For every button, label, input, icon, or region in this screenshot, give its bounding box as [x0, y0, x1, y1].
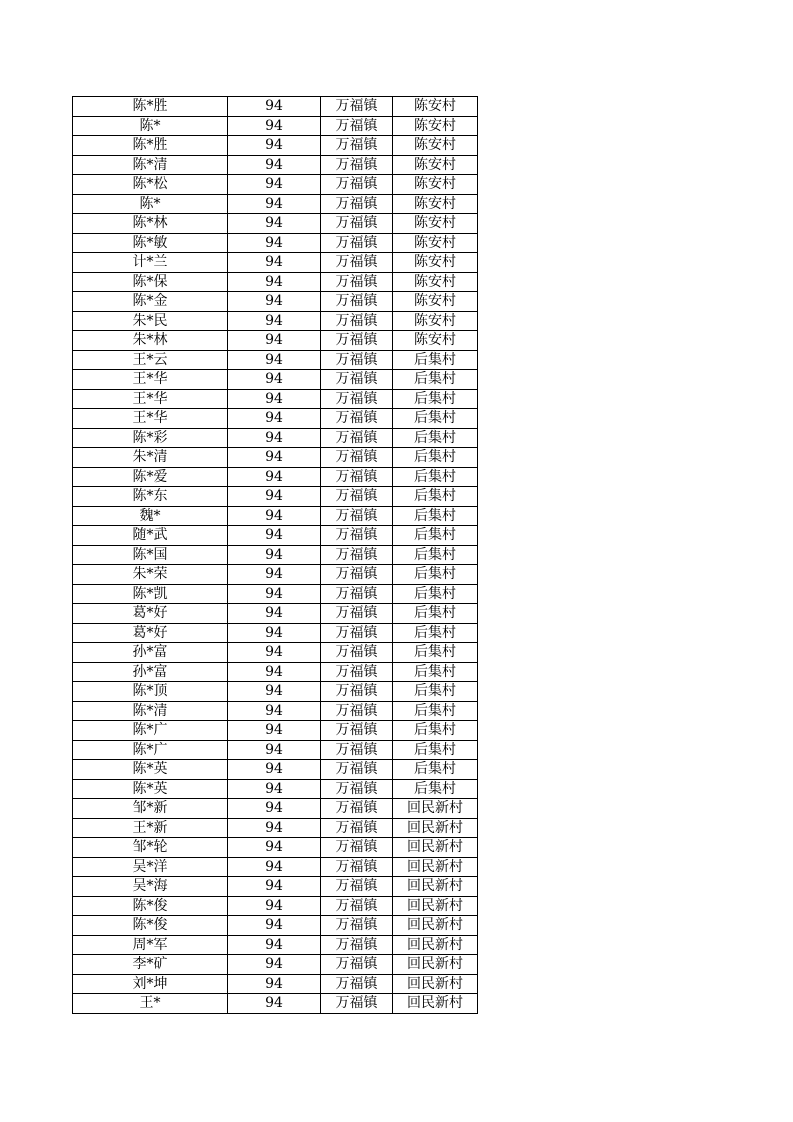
name-cell: 魏* [73, 506, 228, 526]
name-cell: 孙*富 [73, 662, 228, 682]
name-cell: 陈*敏 [73, 233, 228, 253]
score-cell: 94 [228, 760, 321, 780]
village-cell: 陈安村 [393, 175, 478, 195]
score-cell: 94 [228, 448, 321, 468]
table-row [73, 214, 478, 234]
score-cell: 94 [228, 721, 321, 741]
village-cell: 陈安村 [393, 311, 478, 331]
village-cell: 后集村 [393, 643, 478, 663]
score-cell: 94 [228, 136, 321, 156]
name-cell: 陈*胜 [73, 97, 228, 117]
town-cell: 万福镇 [321, 194, 393, 214]
town-cell: 万福镇 [321, 643, 393, 663]
town-cell: 万福镇 [321, 487, 393, 507]
table-row [73, 350, 478, 370]
name-cell: 陈*清 [73, 701, 228, 721]
name-cell: 陈* [73, 116, 228, 136]
score-cell: 94 [228, 662, 321, 682]
village-cell: 陈安村 [393, 292, 478, 312]
town-cell: 万福镇 [321, 955, 393, 975]
village-cell: 回民新村 [393, 838, 478, 858]
score-cell: 94 [228, 838, 321, 858]
score-cell: 94 [228, 409, 321, 429]
town-cell: 万福镇 [321, 740, 393, 760]
name-cell: 随*武 [73, 526, 228, 546]
town-cell: 万福镇 [321, 389, 393, 409]
table-row [73, 331, 478, 351]
table-row [73, 155, 478, 175]
name-cell: 陈*保 [73, 272, 228, 292]
name-cell: 陈*彩 [73, 428, 228, 448]
score-cell: 94 [228, 116, 321, 136]
score-cell: 94 [228, 272, 321, 292]
town-cell: 万福镇 [321, 935, 393, 955]
score-cell: 94 [228, 253, 321, 273]
name-cell: 陈*胜 [73, 136, 228, 156]
name-cell: 李*矿 [73, 955, 228, 975]
name-cell: 陈*金 [73, 292, 228, 312]
name-cell: 陈*俊 [73, 896, 228, 916]
score-cell: 94 [228, 370, 321, 390]
records-table-body [73, 97, 478, 1014]
village-cell: 陈安村 [393, 214, 478, 234]
score-cell: 94 [228, 877, 321, 897]
village-cell: 陈安村 [393, 97, 478, 117]
town-cell: 万福镇 [321, 799, 393, 819]
records-table [72, 96, 478, 1014]
score-cell: 94 [228, 428, 321, 448]
table-row [73, 448, 478, 468]
name-cell: 葛*好 [73, 623, 228, 643]
name-cell: 计*兰 [73, 253, 228, 273]
table-row [73, 370, 478, 390]
village-cell: 后集村 [393, 545, 478, 565]
village-cell: 后集村 [393, 370, 478, 390]
score-cell: 94 [228, 97, 321, 117]
table-row [73, 896, 478, 916]
score-cell: 94 [228, 623, 321, 643]
table-row [73, 194, 478, 214]
town-cell: 万福镇 [321, 896, 393, 916]
town-cell: 万福镇 [321, 467, 393, 487]
village-cell: 后集村 [393, 467, 478, 487]
table-row [73, 253, 478, 273]
score-cell: 94 [228, 955, 321, 975]
name-cell: 王*华 [73, 389, 228, 409]
town-cell: 万福镇 [321, 272, 393, 292]
name-cell: 王*华 [73, 370, 228, 390]
name-cell: 陈*英 [73, 760, 228, 780]
village-cell: 后集村 [393, 448, 478, 468]
table-row [73, 740, 478, 760]
table-row [73, 545, 478, 565]
score-cell: 94 [228, 974, 321, 994]
name-cell: 陈* [73, 194, 228, 214]
name-cell: 邹*新 [73, 799, 228, 819]
village-cell: 回民新村 [393, 916, 478, 936]
village-cell: 陈安村 [393, 272, 478, 292]
table-row [73, 779, 478, 799]
table-row [73, 935, 478, 955]
village-cell: 陈安村 [393, 233, 478, 253]
village-cell: 后集村 [393, 604, 478, 624]
name-cell: 陈*爱 [73, 467, 228, 487]
table-row [73, 584, 478, 604]
score-cell: 94 [228, 584, 321, 604]
name-cell: 陈*林 [73, 214, 228, 234]
name-cell: 朱*荣 [73, 565, 228, 585]
village-cell: 陈安村 [393, 331, 478, 351]
name-cell: 陈*俊 [73, 916, 228, 936]
score-cell: 94 [228, 682, 321, 702]
village-cell: 回民新村 [393, 877, 478, 897]
score-cell: 94 [228, 545, 321, 565]
village-cell: 后集村 [393, 701, 478, 721]
name-cell: 吴*洋 [73, 857, 228, 877]
village-cell: 后集村 [393, 526, 478, 546]
table-row [73, 272, 478, 292]
name-cell: 王*新 [73, 818, 228, 838]
village-cell: 后集村 [393, 428, 478, 448]
score-cell: 94 [228, 857, 321, 877]
town-cell: 万福镇 [321, 818, 393, 838]
table-row [73, 97, 478, 117]
table-row [73, 994, 478, 1014]
table-row [73, 623, 478, 643]
village-cell: 后集村 [393, 623, 478, 643]
town-cell: 万福镇 [321, 253, 393, 273]
town-cell: 万福镇 [321, 448, 393, 468]
score-cell: 94 [228, 565, 321, 585]
name-cell: 陈*国 [73, 545, 228, 565]
score-cell: 94 [228, 214, 321, 234]
table-row [73, 662, 478, 682]
name-cell: 吴*海 [73, 877, 228, 897]
village-cell: 后集村 [393, 584, 478, 604]
town-cell: 万福镇 [321, 292, 393, 312]
score-cell: 94 [228, 701, 321, 721]
score-cell: 94 [228, 467, 321, 487]
name-cell: 孙*富 [73, 643, 228, 663]
score-cell: 94 [228, 487, 321, 507]
table-row [73, 428, 478, 448]
table-row [73, 818, 478, 838]
table-row [73, 565, 478, 585]
score-cell: 94 [228, 994, 321, 1014]
table-row [73, 175, 478, 195]
table-row [73, 760, 478, 780]
table-row [73, 916, 478, 936]
village-cell: 陈安村 [393, 194, 478, 214]
town-cell: 万福镇 [321, 409, 393, 429]
name-cell: 陈*广 [73, 740, 228, 760]
village-cell: 后集村 [393, 740, 478, 760]
name-cell: 陈*清 [73, 155, 228, 175]
score-cell: 94 [228, 331, 321, 351]
village-cell: 陈安村 [393, 136, 478, 156]
table-row [73, 682, 478, 702]
score-cell: 94 [228, 740, 321, 760]
town-cell: 万福镇 [321, 545, 393, 565]
name-cell: 陈*广 [73, 721, 228, 741]
table-row [73, 506, 478, 526]
score-cell: 94 [228, 604, 321, 624]
name-cell: 葛*好 [73, 604, 228, 624]
village-cell: 后集村 [393, 389, 478, 409]
score-cell: 94 [228, 916, 321, 936]
town-cell: 万福镇 [321, 838, 393, 858]
town-cell: 万福镇 [321, 760, 393, 780]
village-cell: 后集村 [393, 409, 478, 429]
town-cell: 万福镇 [321, 916, 393, 936]
village-cell: 后集村 [393, 350, 478, 370]
name-cell: 朱*清 [73, 448, 228, 468]
table-row [73, 136, 478, 156]
score-cell: 94 [228, 818, 321, 838]
town-cell: 万福镇 [321, 682, 393, 702]
town-cell: 万福镇 [321, 116, 393, 136]
name-cell: 陈*英 [73, 779, 228, 799]
town-cell: 万福镇 [321, 604, 393, 624]
score-cell: 94 [228, 194, 321, 214]
village-cell: 后集村 [393, 779, 478, 799]
town-cell: 万福镇 [321, 233, 393, 253]
table-row [73, 955, 478, 975]
score-cell: 94 [228, 175, 321, 195]
table-row [73, 389, 478, 409]
table-row [73, 116, 478, 136]
table-row [73, 799, 478, 819]
village-cell: 陈安村 [393, 155, 478, 175]
table-row [73, 701, 478, 721]
village-cell: 后集村 [393, 721, 478, 741]
table-row [73, 487, 478, 507]
town-cell: 万福镇 [321, 350, 393, 370]
name-cell: 陈*凯 [73, 584, 228, 604]
name-cell: 陈*东 [73, 487, 228, 507]
town-cell: 万福镇 [321, 565, 393, 585]
village-cell: 回民新村 [393, 896, 478, 916]
name-cell: 陈*松 [73, 175, 228, 195]
table-row [73, 857, 478, 877]
village-cell: 陈安村 [393, 116, 478, 136]
village-cell: 后集村 [393, 760, 478, 780]
town-cell: 万福镇 [321, 526, 393, 546]
village-cell: 回民新村 [393, 974, 478, 994]
town-cell: 万福镇 [321, 623, 393, 643]
name-cell: 朱*林 [73, 331, 228, 351]
name-cell: 朱*民 [73, 311, 228, 331]
village-cell: 陈安村 [393, 253, 478, 273]
name-cell: 邹*轮 [73, 838, 228, 858]
table-row [73, 721, 478, 741]
table-row [73, 526, 478, 546]
score-cell: 94 [228, 935, 321, 955]
table-row [73, 604, 478, 624]
town-cell: 万福镇 [321, 97, 393, 117]
name-cell: 王* [73, 994, 228, 1014]
name-cell: 王*华 [73, 409, 228, 429]
town-cell: 万福镇 [321, 370, 393, 390]
name-cell: 王*云 [73, 350, 228, 370]
town-cell: 万福镇 [321, 779, 393, 799]
name-cell: 陈*顶 [73, 682, 228, 702]
town-cell: 万福镇 [321, 974, 393, 994]
town-cell: 万福镇 [321, 994, 393, 1014]
village-cell: 回民新村 [393, 994, 478, 1014]
name-cell: 刘*坤 [73, 974, 228, 994]
score-cell: 94 [228, 896, 321, 916]
score-cell: 94 [228, 799, 321, 819]
score-cell: 94 [228, 389, 321, 409]
village-cell: 回民新村 [393, 857, 478, 877]
table-row [73, 838, 478, 858]
score-cell: 94 [228, 506, 321, 526]
town-cell: 万福镇 [321, 331, 393, 351]
score-cell: 94 [228, 526, 321, 546]
town-cell: 万福镇 [321, 584, 393, 604]
town-cell: 万福镇 [321, 155, 393, 175]
score-cell: 94 [228, 643, 321, 663]
village-cell: 回民新村 [393, 799, 478, 819]
score-cell: 94 [228, 350, 321, 370]
village-cell: 后集村 [393, 662, 478, 682]
village-cell: 后集村 [393, 487, 478, 507]
village-cell: 回民新村 [393, 935, 478, 955]
score-cell: 94 [228, 779, 321, 799]
table-row [73, 233, 478, 253]
table-row [73, 643, 478, 663]
table-row [73, 877, 478, 897]
table-row [73, 974, 478, 994]
village-cell: 后集村 [393, 506, 478, 526]
score-cell: 94 [228, 311, 321, 331]
table-row [73, 409, 478, 429]
village-cell: 后集村 [393, 565, 478, 585]
town-cell: 万福镇 [321, 721, 393, 741]
town-cell: 万福镇 [321, 311, 393, 331]
village-cell: 回民新村 [393, 818, 478, 838]
table-row [73, 292, 478, 312]
town-cell: 万福镇 [321, 857, 393, 877]
table-row [73, 311, 478, 331]
score-cell: 94 [228, 155, 321, 175]
score-cell: 94 [228, 233, 321, 253]
town-cell: 万福镇 [321, 428, 393, 448]
village-cell: 回民新村 [393, 955, 478, 975]
village-cell: 后集村 [393, 682, 478, 702]
town-cell: 万福镇 [321, 701, 393, 721]
table-row [73, 467, 478, 487]
town-cell: 万福镇 [321, 506, 393, 526]
name-cell: 周*军 [73, 935, 228, 955]
town-cell: 万福镇 [321, 877, 393, 897]
town-cell: 万福镇 [321, 175, 393, 195]
score-cell: 94 [228, 292, 321, 312]
town-cell: 万福镇 [321, 662, 393, 682]
town-cell: 万福镇 [321, 136, 393, 156]
town-cell: 万福镇 [321, 214, 393, 234]
